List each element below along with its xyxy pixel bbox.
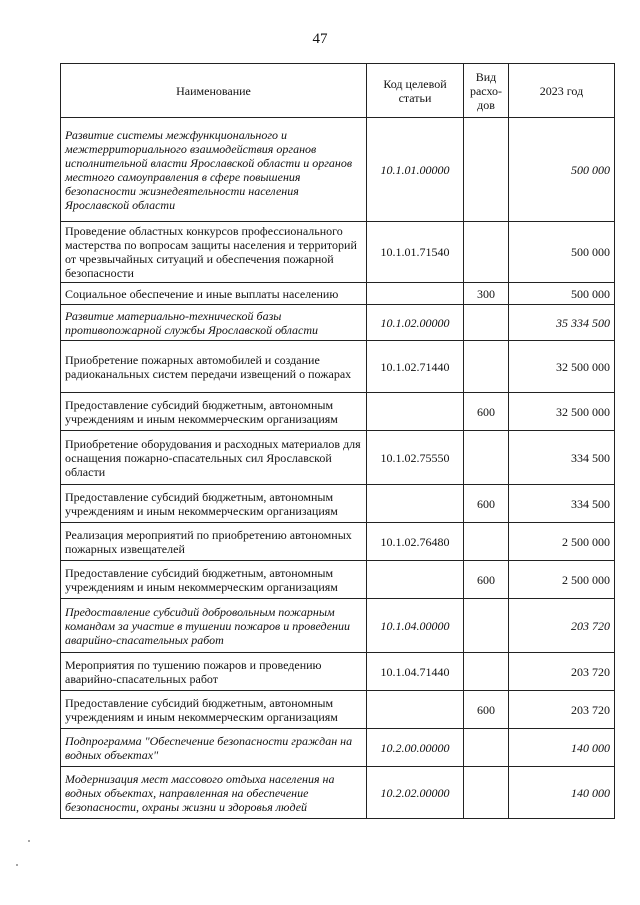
cell-type [464, 305, 509, 341]
cell-name: Приобретение пожарных автомобилей и создание радиоканальных систем передачи извещений о пожарах [61, 341, 367, 393]
page-number: 47 [312, 31, 328, 47]
table-row [61, 485, 615, 523]
cell-type [464, 222, 509, 283]
cell-type [464, 653, 509, 691]
header-name: Наименование [61, 64, 367, 118]
cell-amount: 334 500 [509, 431, 615, 485]
cell-name: Проведение областных конкурсов профессионального мастерства по вопросам защиты населения и территорий от чрезвычайных ситуаций и обеспечения пожарной безопасности [61, 222, 367, 283]
table-row [61, 393, 615, 431]
cell-name: Развитие материально-технической базы противопожарной службы Ярославской области [61, 305, 367, 341]
cell-name: Развитие системы межфункционального и межтерриториального взаимодействия органов исполнительной власти Ярославской области и органов местного самоуправления в сфере повышения безопасности жизнедеятельности населения Ярославской области [61, 118, 367, 222]
cell-code [367, 485, 464, 523]
cell-type: 300 [464, 283, 509, 305]
cell-name: Предоставление субсидий добровольным пожарным командам за участие в тушении пожаров и проведении аварийно-спасательных работ [61, 599, 367, 653]
budget-table [60, 63, 615, 819]
scan-artifact-dot [28, 840, 30, 842]
cell-code: 10.1.04.71440 [367, 653, 464, 691]
cell-code: 10.2.02.00000 [367, 767, 464, 819]
cell-code [367, 393, 464, 431]
cell-code: 10.1.02.00000 [367, 305, 464, 341]
header-code: Код целевой статьи [367, 64, 464, 118]
cell-name: Социальное обеспечение и иные выплаты населению [61, 283, 367, 305]
cell-code [367, 283, 464, 305]
table-header-row [61, 64, 615, 118]
cell-code: 10.1.01.00000 [367, 118, 464, 222]
table-row [61, 118, 615, 222]
cell-amount: 140 000 [509, 729, 615, 767]
cell-amount: 334 500 [509, 485, 615, 523]
cell-type [464, 431, 509, 485]
cell-amount: 203 720 [509, 653, 615, 691]
cell-type [464, 599, 509, 653]
cell-amount: 32 500 000 [509, 393, 615, 431]
table-row [61, 305, 615, 341]
cell-name: Модернизация мест массового отдыха населения на водных объектах, направленная на обеспечение безопасности, охраны жизни и здоровья людей [61, 767, 367, 819]
table-row [61, 729, 615, 767]
table-row [61, 341, 615, 393]
cell-name: Подпрограмма "Обеспечение безопасности граждан на водных объектах" [61, 729, 367, 767]
cell-amount: 500 000 [509, 222, 615, 283]
cell-amount: 203 720 [509, 691, 615, 729]
cell-name: Предоставление субсидий бюджетным, автономным учреждениям и иным некоммерческим организациям [61, 393, 367, 431]
cell-type [464, 118, 509, 222]
cell-amount: 2 500 000 [509, 523, 615, 561]
cell-name: Мероприятия по тушению пожаров и проведению аварийно-спасательных работ [61, 653, 367, 691]
table-row [61, 691, 615, 729]
cell-type [464, 729, 509, 767]
header-year: 2023 год [509, 64, 615, 118]
cell-code: 10.1.04.00000 [367, 599, 464, 653]
cell-name: Приобретение оборудования и расходных материалов для оснащения пожарно-спасательных сил Ярославской области [61, 431, 367, 485]
cell-amount: 35 334 500 [509, 305, 615, 341]
cell-amount: 500 000 [509, 283, 615, 305]
cell-amount: 2 500 000 [509, 561, 615, 599]
cell-code [367, 691, 464, 729]
cell-code: 10.2.00.00000 [367, 729, 464, 767]
cell-code: 10.1.01.71540 [367, 222, 464, 283]
cell-code [367, 561, 464, 599]
table-row [61, 561, 615, 599]
cell-type [464, 341, 509, 393]
table-row [61, 599, 615, 653]
cell-amount: 203 720 [509, 599, 615, 653]
table-row [61, 523, 615, 561]
cell-type [464, 767, 509, 819]
table-row [61, 431, 615, 485]
cell-amount: 500 000 [509, 118, 615, 222]
cell-type: 600 [464, 485, 509, 523]
table-row [61, 767, 615, 819]
cell-name: Предоставление субсидий бюджетным, автономным учреждениям и иным некоммерческим организациям [61, 691, 367, 729]
cell-code: 10.1.02.76480 [367, 523, 464, 561]
cell-type: 600 [464, 691, 509, 729]
cell-type: 600 [464, 393, 509, 431]
cell-type: 600 [464, 561, 509, 599]
cell-name: Предоставление субсидий бюджетным, автономным учреждениям и иным некоммерческим организациям [61, 561, 367, 599]
table-row [61, 653, 615, 691]
cell-name: Предоставление субсидий бюджетным, автономным учреждениям и иным некоммерческим организациям [61, 485, 367, 523]
cell-name: Реализация мероприятий по приобретению автономных пожарных извещателей [61, 523, 367, 561]
cell-amount: 140 000 [509, 767, 615, 819]
cell-code: 10.1.02.75550 [367, 431, 464, 485]
cell-amount: 32 500 000 [509, 341, 615, 393]
header-type: Вид расхо-дов [464, 64, 509, 118]
table-row [61, 222, 615, 283]
scan-artifact-dot [16, 864, 18, 866]
cell-code: 10.1.02.71440 [367, 341, 464, 393]
cell-type [464, 523, 509, 561]
table-row [61, 283, 615, 305]
